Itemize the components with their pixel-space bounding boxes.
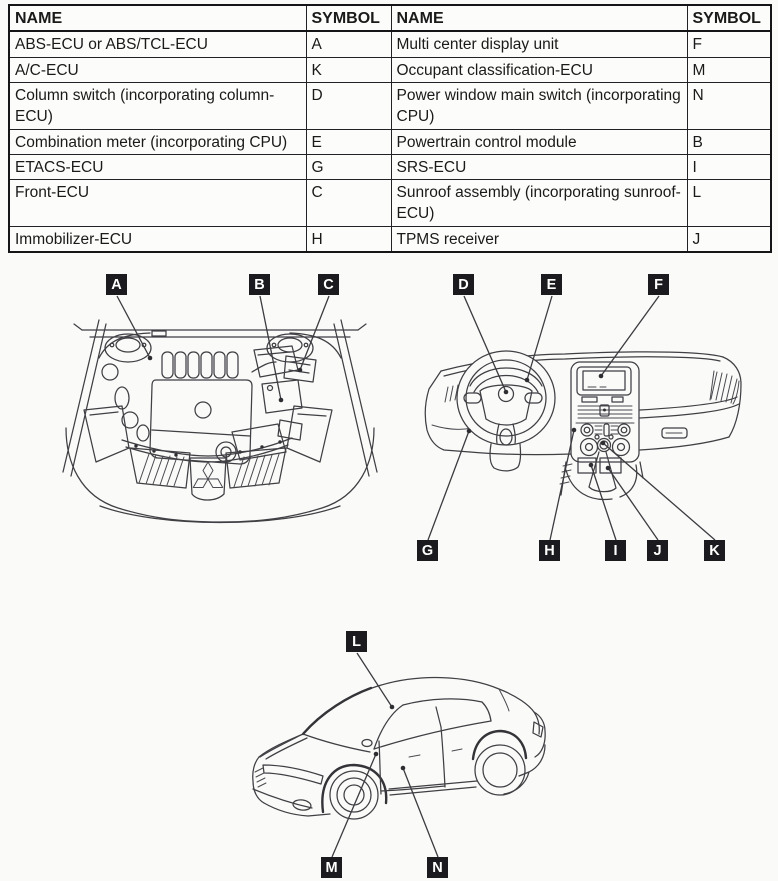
- cell-symbol: E: [306, 129, 391, 154]
- callout-label-d: D: [453, 274, 474, 295]
- cell-symbol: L: [687, 179, 771, 226]
- header-symbol-left: SYMBOL: [306, 5, 391, 31]
- center-stack: [571, 362, 639, 462]
- table-row: [9, 179, 771, 226]
- cell-symbol: A: [306, 31, 391, 57]
- cell-name: Power window main switch (incorporating CPU): [391, 82, 687, 129]
- engine-bay-diagram: [55, 265, 385, 515]
- cell-name: A/C-ECU: [9, 57, 306, 82]
- table-row: [9, 82, 771, 129]
- cell-name: Occupant classification-ECU: [391, 57, 687, 82]
- cell-symbol: K: [306, 57, 391, 82]
- table-row: [9, 31, 771, 57]
- header-name-left: NAME: [9, 5, 306, 31]
- cell-name: TPMS receiver: [391, 226, 687, 252]
- brand-emblem-icon: [193, 462, 222, 488]
- cell-name: Powertrain control module: [391, 129, 687, 154]
- callout-label-l: L: [346, 631, 367, 652]
- cell-symbol: C: [306, 179, 391, 226]
- ecu-location-table: [8, 4, 772, 253]
- callout-label-c: C: [318, 274, 339, 295]
- callout-label-e: E: [541, 274, 562, 295]
- cell-symbol: I: [687, 154, 771, 179]
- cell-name: ABS-ECU or ABS/TCL-ECU: [9, 31, 306, 57]
- callout-label-n: N: [427, 857, 448, 878]
- cell-symbol: J: [687, 226, 771, 252]
- dashboard-diagram: [415, 265, 778, 570]
- engine-valve-cover: [162, 352, 238, 378]
- table-row: [9, 57, 771, 82]
- header-symbol-right: SYMBOL: [687, 5, 771, 31]
- cell-name: Multi center display unit: [391, 31, 687, 57]
- engine-bay-line-art: [63, 320, 377, 523]
- cell-name: Column switch (incorporating column-ECU): [9, 82, 306, 129]
- callout-label-h: H: [539, 540, 560, 561]
- callout-label-m: M: [321, 857, 342, 878]
- cell-name: SRS-ECU: [391, 154, 687, 179]
- callout-label-g: G: [417, 540, 438, 561]
- header-name-right: NAME: [391, 5, 687, 31]
- cell-name: ETACS-ECU: [9, 154, 306, 179]
- table-row: [9, 226, 771, 252]
- dashboard-line-art: [425, 351, 741, 500]
- callout-label-j: J: [647, 540, 668, 561]
- cell-name: Front-ECU: [9, 179, 306, 226]
- cell-symbol: M: [687, 57, 771, 82]
- cell-symbol: D: [306, 82, 391, 129]
- cell-name: Sunroof assembly (incorporating sunroof-ECU): [391, 179, 687, 226]
- cell-symbol: N: [687, 82, 771, 129]
- cell-symbol: H: [306, 226, 391, 252]
- steering-wheel: [457, 351, 555, 471]
- table-header-row: [9, 5, 771, 31]
- callout-label-i: I: [605, 540, 626, 561]
- table-row: [9, 129, 771, 154]
- cell-name: Immobilizer-ECU: [9, 226, 306, 252]
- car-side-line-art: [253, 678, 545, 819]
- engine-bay-leader-lines: [117, 296, 329, 402]
- cell-symbol: G: [306, 154, 391, 179]
- callout-label-k: K: [704, 540, 725, 561]
- callout-label-a: A: [106, 274, 127, 295]
- cell-symbol: F: [687, 31, 771, 57]
- car-side-diagram: [250, 625, 580, 881]
- cell-name: Combination meter (incorporating CPU): [9, 129, 306, 154]
- callout-label-f: F: [648, 274, 669, 295]
- callout-label-b: B: [249, 274, 270, 295]
- table-row: [9, 154, 771, 179]
- cell-symbol: B: [687, 129, 771, 154]
